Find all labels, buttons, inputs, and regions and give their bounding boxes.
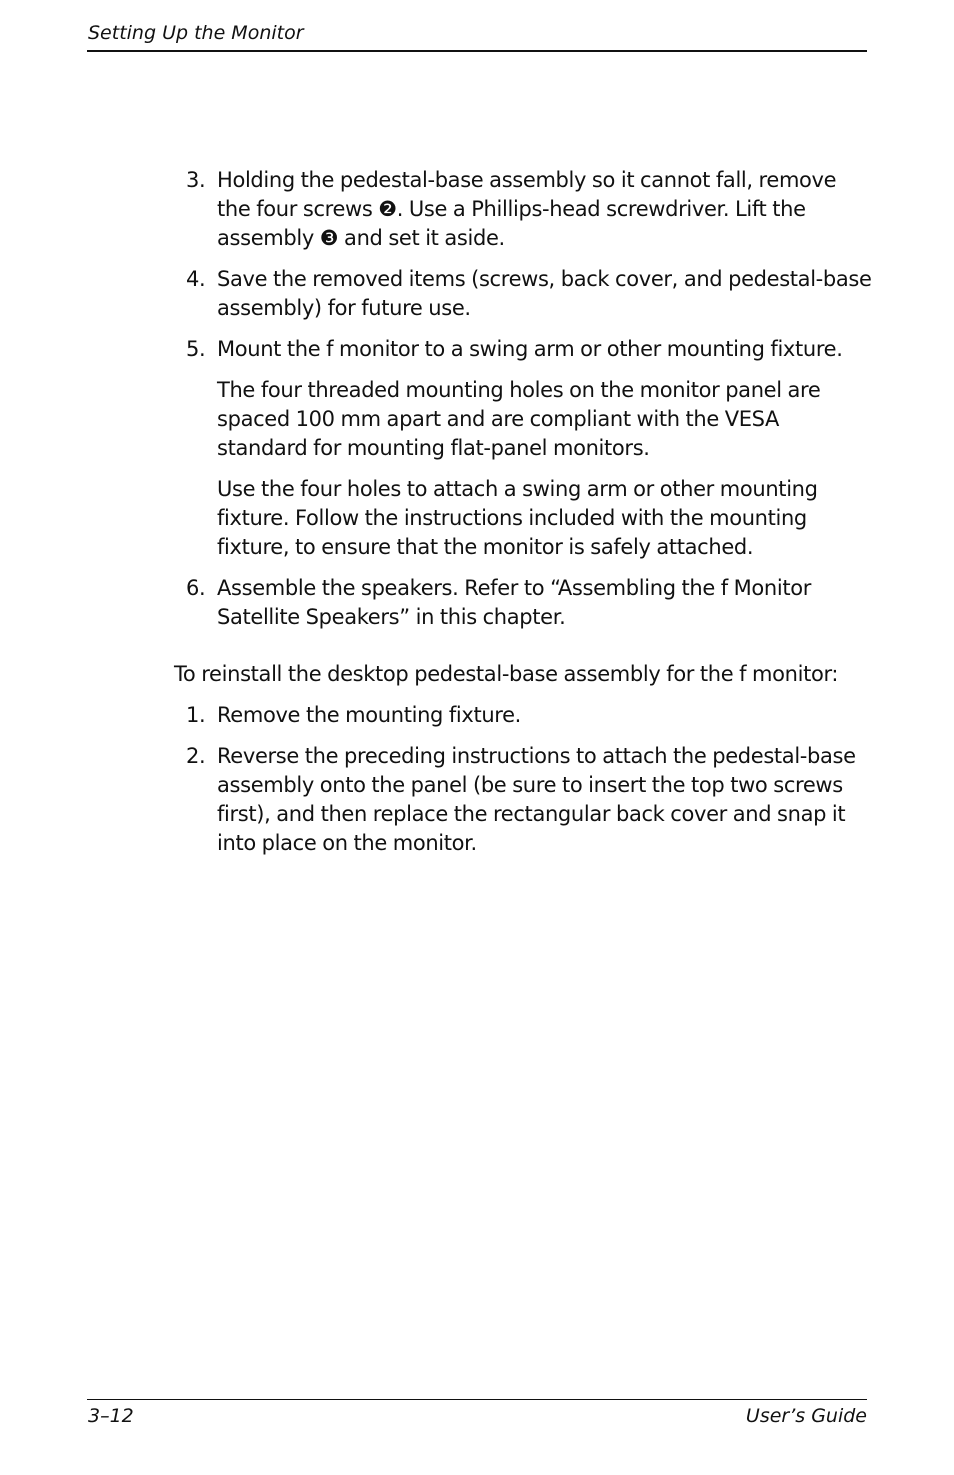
step-number: 1. — [186, 703, 206, 727]
page-number: 3–12 — [88, 1405, 134, 1427]
step-6 — [174, 574, 874, 632]
step-text: Holding the pedestal-base assembly so it cannot fall, remove the four screws ❷. Use a Phillips-head screwdriver. Lift the assembly ❸ and set it aside. — [217, 168, 837, 250]
step-number: 2. — [186, 744, 206, 768]
step-text: Assemble the speakers. Refer to “Assembling the f Monitor Satellite Speakers” in this chapter. — [217, 576, 811, 629]
header-rule — [87, 50, 867, 52]
reinstall-intro: To reinstall the desktop pedestal-base assembly for the f monitor: — [174, 662, 839, 686]
guide-title: User’s Guide — [745, 1405, 867, 1427]
step-4 — [174, 265, 874, 323]
step-number: 6. — [186, 576, 206, 600]
reinstall-step-1 — [174, 701, 874, 730]
step-number: 3. — [186, 168, 206, 192]
step-number: 5. — [186, 337, 206, 361]
step-text: Remove the mounting fixture. — [217, 703, 522, 727]
step-3 — [174, 166, 874, 253]
footer-rule — [87, 1399, 867, 1400]
step-5-paragraph-holes: Use the four holes to attach a swing arm or other mounting fixture. Follow the instructions included with the mounting fixture, to ensure that the monitor is safely attached. — [217, 477, 818, 559]
running-title: Setting Up the Monitor — [88, 22, 304, 44]
reinstall-step-2 — [174, 742, 874, 858]
step-text: Mount the f monitor to a swing arm or other mounting fixture. — [217, 337, 843, 361]
step-number: 4. — [186, 267, 206, 291]
step-5-paragraph-vesa: The four threaded mounting holes on the monitor panel are spaced 100 mm apart and are compliant with the VESA standard for mounting flat-panel monitors. — [217, 378, 821, 460]
step-text: Reverse the preceding instructions to attach the pedestal-base assembly onto the panel (be sure to insert the top two screws first), and then replace the rectangular back cover and snap it into place on the monitor. — [217, 744, 856, 855]
step-text: Save the removed items (screws, back cover, and pedestal-base assembly) for future use. — [217, 267, 872, 320]
page-body — [174, 166, 874, 870]
step-5 — [174, 335, 874, 364]
